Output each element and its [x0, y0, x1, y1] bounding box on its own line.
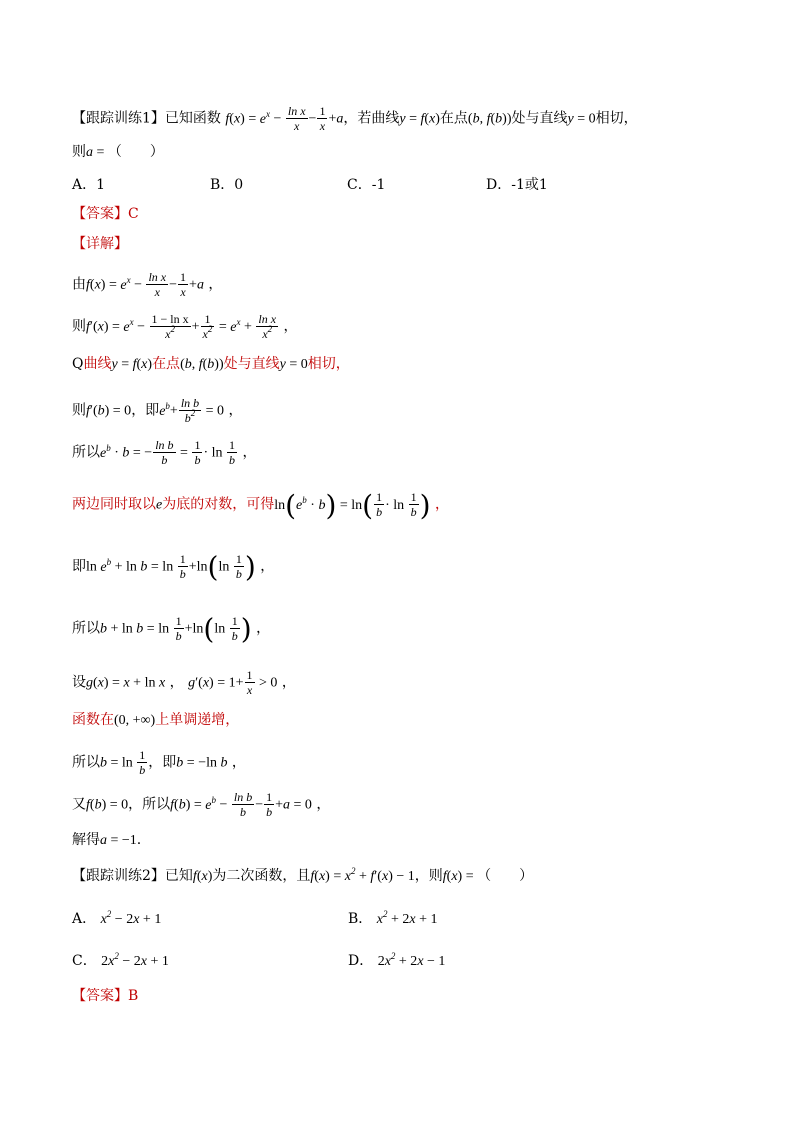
q1-stem-line1: 【跟踪训练1】已知函数 $f(x) = e^x$ − $\frac{\text{ln x}}{x}$ − $\frac{1}{x}$ +a，若曲线y = f(x)在点(b, f(b))处与直线y = 0相切，: [72, 104, 638, 133]
sol-line-12: 又f(b) = 0，所以$f(b) = e^b$ − $\frac{\text{ln b}}{b}$ − $\frac{1}{b}$ +a = 0 ，: [72, 790, 331, 819]
q1-answer: 【答案】C: [72, 206, 139, 222]
q1-option-b[interactable]: B．0: [210, 177, 244, 193]
sol-line-3: Q曲线y = f(x)在点(b, f(b))处与直线y = 0相切，: [72, 356, 350, 372]
q1-option-a[interactable]: A．1: [72, 177, 106, 193]
sol-line-7: 即$\ln e^b + \ln b = \ln$ $\frac{1}{b}$ +ln(ln $\frac{1}{b}$ ) ，: [72, 550, 275, 584]
q2-option-a[interactable]: A． $x^2 - 2x + 1$: [72, 909, 162, 927]
q2-label: 【跟踪训练2】: [72, 868, 165, 884]
q2-option-b[interactable]: B． $x^2 + 2x + 1$: [348, 909, 438, 927]
q1-detail-label: 【详解】: [72, 236, 128, 252]
q1-option-d[interactable]: D．-1或1: [486, 177, 548, 193]
sol-line-5: 所以$e^b \cdot b$ = − $\frac{\text{ln b}}{b}$ = $\frac{1}{b}$ · ln $\frac{1}{b}$ ，: [72, 438, 257, 467]
sol-line-13: 解得a = −1.: [72, 832, 142, 848]
sol-line-6: 两边同时取以e为底的对数，可得$\ln(e^b \cdot b) = \ln$( $\frac{1}{b}$ · ln $\frac{1}{b}$ ) ，: [72, 488, 450, 522]
sol-line-11: 所以b = ln $\frac{1}{b}$ ，即b = −ln b ，: [72, 748, 246, 777]
sol-line-9: 设g(x) = x + ln x ， g′(x) = 1+ $\frac{1}{x}$ > 0 ，: [72, 668, 296, 697]
because-icon: Q: [72, 356, 84, 372]
q2-option-c[interactable]: C． $2x^2 - 2x + 1$: [72, 951, 169, 969]
q2-option-d[interactable]: D． $2x^2 + 2x - 1$: [348, 951, 446, 969]
q1-stem-line2: 则a = （ ）: [72, 144, 164, 160]
sol-line-2: 则$f'(x) = e^x$ − $\frac{\text{1 − ln x}}{x^2}$ + $\frac{1}{x^2}$ = $e^x$ + $\frac{\text{ln x}}{x^2}$ ，: [72, 312, 298, 341]
q1-option-c[interactable]: C．-1: [347, 177, 386, 193]
q2-stem: 【跟踪训练2】已知f(x)为二次函数，且$f(x) = x^2 + f'(x) - 1$，则f(x) = （ ）: [72, 866, 534, 884]
sol-line-1: 由$f(x) = e^x$ − $\frac{\text{ln x}}{x}$ − $\frac{1}{x}$ +a ，: [72, 270, 223, 299]
q1-label: 【跟踪训练1】: [72, 110, 165, 127]
sol-line-8: 所以b + ln b = ln $\frac{1}{b}$ +ln(ln $\frac{1}{b}$ ) ，: [72, 612, 271, 646]
q2-answer: 【答案】B: [72, 988, 139, 1004]
sol-line-4: 则f′(b) = 0，即$e^b+$ $\frac{\text{ln b}}{b^2}$ = 0 ，: [72, 396, 243, 425]
sol-line-10: 函数在(0, +∞)上单调递增，: [72, 712, 240, 728]
